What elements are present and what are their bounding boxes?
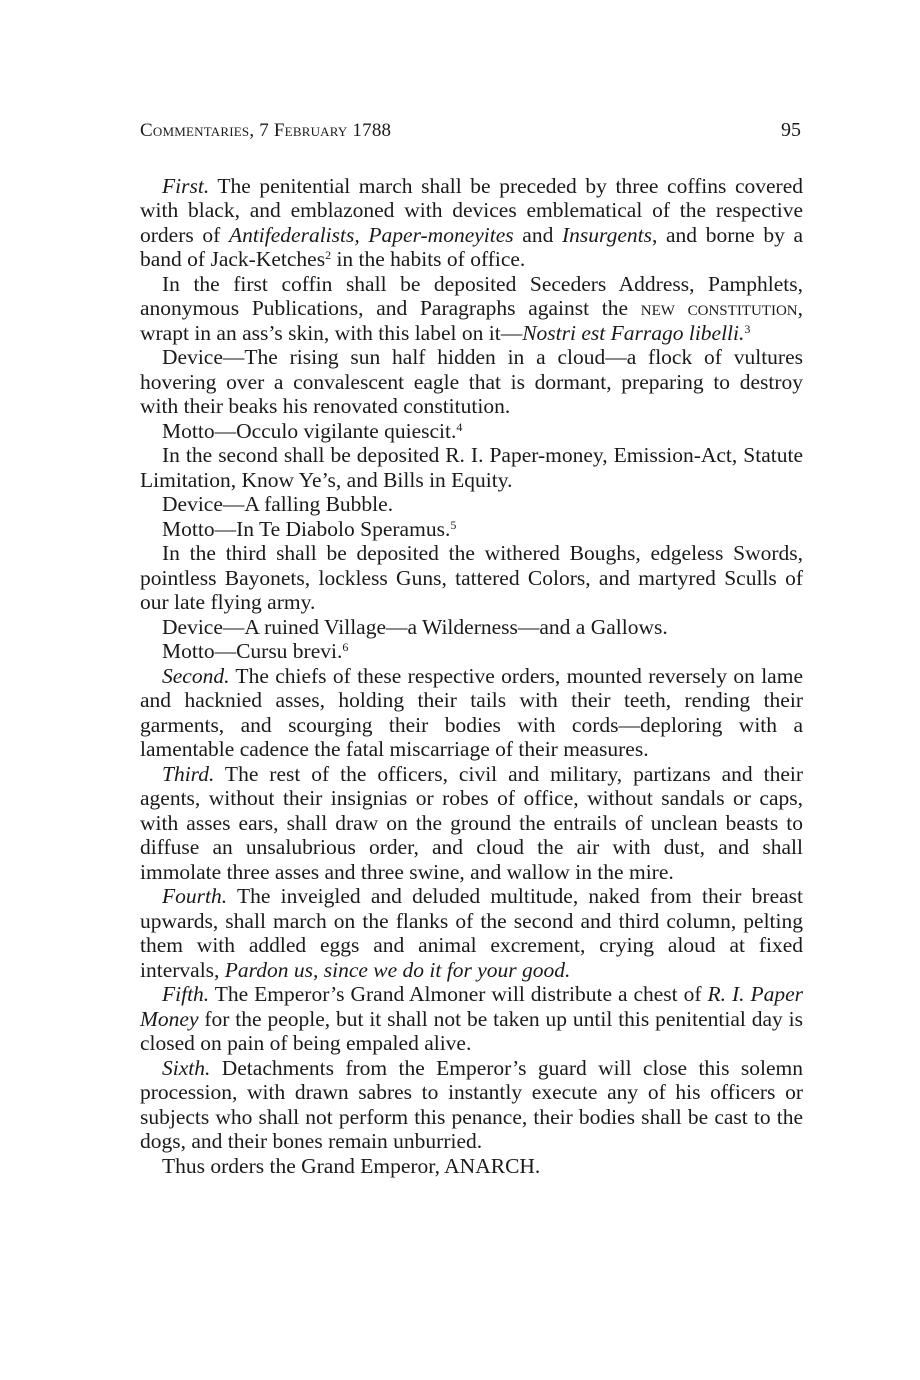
text-run: and [513,222,562,247]
running-head-text: Commentaries, 7 February 1788 [140,120,392,141]
text-run: In the first coffin shall be deposited Seceders Address, Pamphlets, anonymous Publications, and Paragraphs against the [140,271,803,320]
para-sixth [140,1056,803,1154]
italic-text: Fifth. [162,982,210,1006]
footnote-ref: 5 [450,517,457,532]
para-device-2 [140,492,803,517]
para-motto-2 [140,517,803,542]
text-run: for the people, but it shall not be taken up until this penitential day is closed on pain of being empaled alive. [140,1006,803,1055]
text-run: Detachments from the Emperor’s guard will close this solemn procession, with drawn sabres to instantly execute any of his officers or subjects who shall not perform this penance, their bodies shall be cast to the dogs, and their bones remain unburried. [140,1055,803,1153]
text-run: in the habits of office. [331,247,526,271]
text-run: The chiefs of these respective orders, mounted reversely on lame and hacknied asses, holding their tails with their teeth, rending their garments, and scourging their bodies with cords—deploring with a lamentable cadence the fatal miscarriage of their measures. [140,663,803,761]
para-device-1 [140,345,803,419]
para-second [140,664,803,762]
text-run: The inveigled and deluded multitude, naked from their breast upwards, shall march on the flanks of the second and third column, pelting them with addled eggs and animal excrement, crying aloud at fixed intervals, [140,884,803,982]
text-run: The rest of the officers, civil and military, partizans and their agents, without their insignias or robes of office, without sandals or caps, with asses ears, shall draw on the ground the entrails of unclean beasts to diffuse an unsalubrious order, and cloud the air with dust, and shall immolate three asses and three swine, and wallow in the mire. [140,761,803,884]
italic-text: Sixth. [162,1055,211,1080]
text-run: Motto—Occulo vigilante quiescit. [162,418,457,443]
page-header [140,118,803,144]
running-head [140,118,391,144]
para-first-coffin [140,272,803,346]
italic-text: Pardon us, since we do it for your good. [224,957,571,982]
italic-text: Fourth. [162,884,228,908]
para-third-coffin [140,541,803,615]
footnote-ref: 6 [342,640,349,654]
text-run: , wrapt in an ass’s skin, with this label on it— [140,296,804,345]
text-run: In the third shall be deposited the withered Boughs, edgeless Swords, pointless Bayonets, lockless Guns, tattered Colors, and martyred Sculls of our late flying army. [140,541,803,614]
italic-text: First. [162,173,210,198]
para-closing [140,1154,803,1179]
para-fourth [140,884,803,982]
italic-text: Third. [162,761,215,786]
italic-text: Insurgents [562,222,652,247]
text-run: In the second shall be deposited R. I. Paper-money, Emission-Act, Statute Limitation, Know Ye’s, and Bills in Equity. [140,443,803,492]
text-run: Device—A ruined Village—a Wilderness—and a Gallows. [162,614,668,639]
text-run: Motto—Cursu brevi. [162,639,343,663]
para-first [140,174,803,272]
para-second-coffin [140,443,803,492]
document-page [140,118,803,1178]
italic-text: Antifederalists, Paper-moneyites [228,222,514,247]
para-fifth [140,982,803,1056]
italic-text: Second. [162,663,230,688]
italic-text: Nostri est Farrago libelli. [522,320,745,345]
small-caps-text: new constitution [640,296,798,320]
para-motto-3 [140,639,803,664]
para-third [140,762,803,885]
text-run: Motto—In Te Diabolo Speramus. [162,516,451,541]
body-text [140,174,803,1179]
footnote-ref: 4 [456,419,463,434]
footnote-ref: 3 [744,321,751,336]
para-motto-1 [140,419,803,444]
text-run: Device—A falling Bubble. [162,492,394,516]
page-number: 95 [781,119,801,141]
text-run: , and borne by a band of Jack-Ketches [140,222,804,271]
italic-text: R. I. Paper Money [140,982,803,1031]
text-run: Thus orders the Grand Emperor, ANARCH. [162,1153,541,1178]
text-run: Device—The rising sun half hidden in a cloud—a flock of vultures hovering over a convalescent eagle that is dormant, preparing to destroy with their beaks his renovated constitution. [140,345,803,418]
footnote-ref: 2 [325,248,332,262]
para-device-3 [140,615,803,640]
text-run: The Emperor’s Grand Almoner will distribute a chest of [209,982,708,1006]
text-run: The penitential march shall be preceded by three coffins covered with black, and emblazoned with devices emblematical of the respective orders of [140,173,803,247]
